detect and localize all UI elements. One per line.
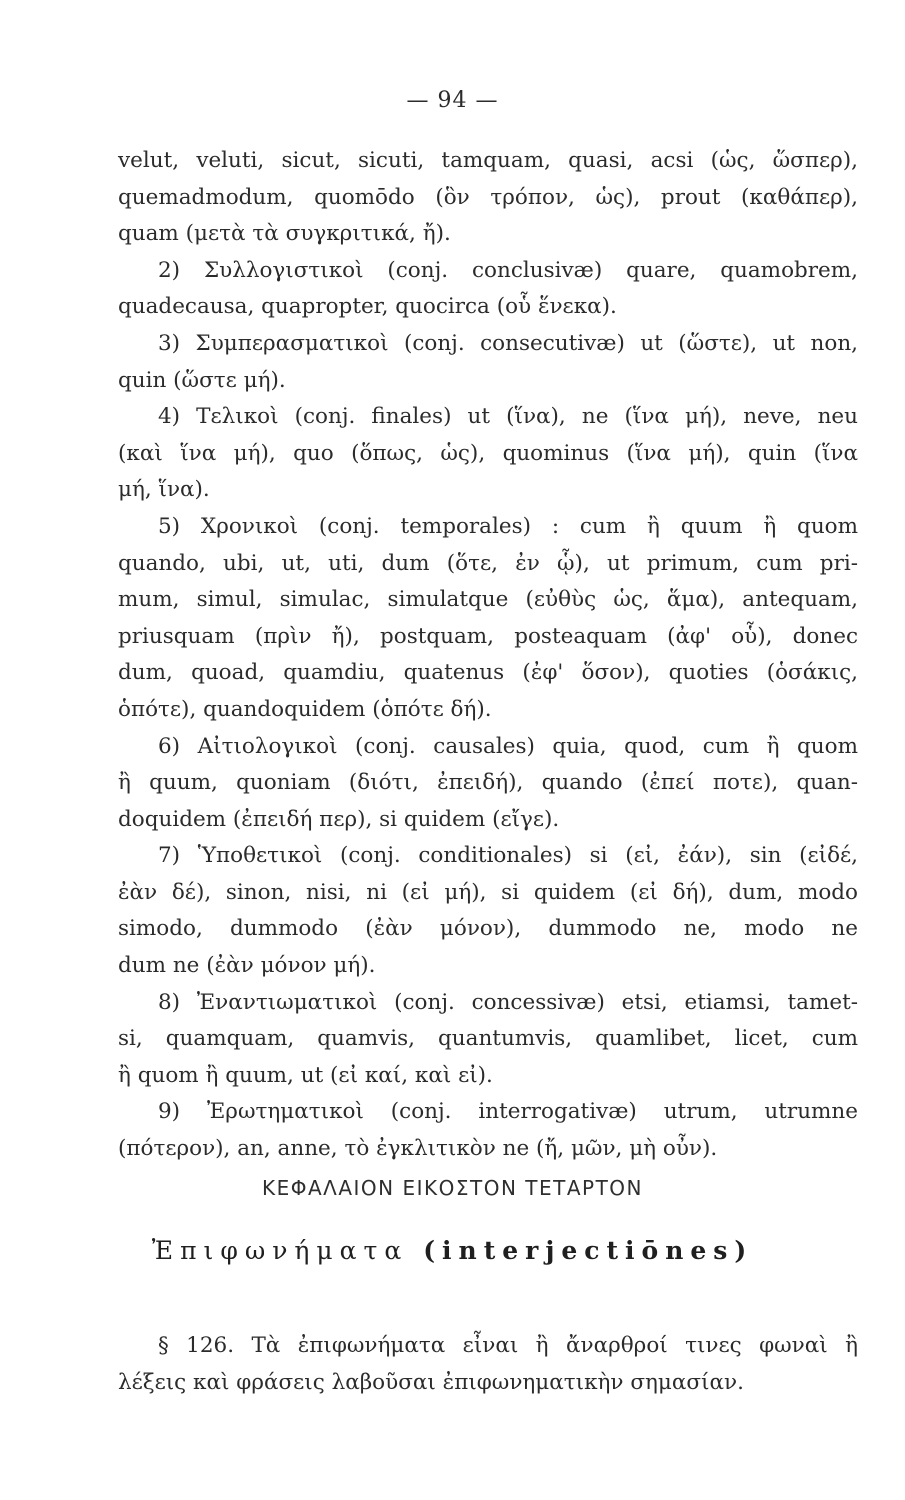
text-line: doquidem (ἐπειδή περ), si quidem (εἴγε). — [118, 806, 560, 832]
section-title — [0, 1236, 905, 1265]
conjunctions-list — [118, 143, 858, 1168]
text-line: 3) Συμπερασματικοὶ (conj. consecutivæ) ut (ὥστε), ut non, — [158, 330, 858, 356]
text-line: ἢ quom ἢ quum, ut (εἰ καί, καὶ εἰ). — [118, 1062, 493, 1088]
text-line: ἢ quum, quoniam (διότι, ἐπειδή), quando (ἐπεί ποτε), quan- — [118, 770, 858, 796]
text-line: quin (ὥστε μή). — [118, 367, 286, 393]
text-line: dum ne (ἐὰν μόνον μή). — [118, 953, 376, 979]
text-line: si, quamquam, quamvis, quantumvis, quamlibet, licet, cum — [118, 1026, 858, 1052]
text-line: 4) Τελικοὶ (conj. finales) ut (ἵνα), ne (ἵνα μή), neve, neu — [158, 404, 858, 430]
text-line: μή, ἵνα). — [118, 477, 210, 503]
text-line: quando, ubi, ut, uti, dum (ὅτε, ἐν ᾧ), ut primum, cum pri- — [118, 550, 858, 576]
text-line: mum, simul, simulac, simulatque (εὐθὺς ὡς, ἅμα), antequam, — [118, 587, 858, 613]
text-line: ἐὰν δέ), sinon, nisi, ni (εἰ μή), si quidem (εἰ δή), dum, modo — [118, 879, 858, 905]
text-line: quemadmodum, quomōdo (ὃν τρόπον, ὡς), prout (καθάπερ), — [118, 184, 858, 210]
text-line: 9) Ἐρωτηματικοὶ (conj. interrogativæ) utrum, utrumne — [158, 1099, 858, 1125]
text-line: priusquam (πρὶν ἤ), postquam, posteaquam (ἀφ' οὗ), donec — [118, 623, 858, 649]
text-line: simodo, dummodo (ἐὰν μόνον), dummodo ne, modo ne — [118, 916, 858, 942]
text-line: (πότερον), an, anne, τὸ ἐγκλιτικὸν ne (ἤ, μῶν, μὴ οὖν). — [118, 1136, 718, 1162]
text-line: (καὶ ἵνα μή), quo (ὅπως, ὡς), quominus (ἵνα μή), quin (ἵνα — [118, 440, 858, 466]
text-line: dum, quoad, quamdiu, quatenus (ἐφ' ὅσον), quoties (ὁσάκις, — [118, 660, 858, 686]
paragraph-126 — [118, 1328, 858, 1401]
text-line: λέξεις καὶ φράσεις λαβοῦσαι ἐπιφωνηματικὴν σημασίαν. — [118, 1369, 744, 1395]
chapter-heading: ΚΕΦΑΛΑΙΟΝ ΕΙΚΟΣΤΟΝ ΤΕΤΑΡΤΟΝ — [261, 1176, 644, 1200]
text-line: velut, veluti, sicut, sicuti, tamquam, quasi, acsi (ὡς, ὥσπερ), — [118, 148, 858, 173]
text-line: 6) Αἰτιολογικοὶ (conj. causales) quia, quod, cum ἢ quom — [158, 733, 858, 759]
page-number: — 94 — — [406, 88, 499, 113]
section-title-latin: (interjectiōnes) — [423, 1236, 754, 1265]
text-line: ὁπότε), quandoquidem (ὁπότε δή). — [118, 696, 492, 722]
text-line: 7) Ὑποθετικοὶ (conj. conditionales) si (εἰ, ἐάν), sin (εἰδέ, — [158, 843, 858, 869]
text-line: 8) Ἐναντιωματικοὶ (conj. concessivæ) etsi, etiamsi, tamet- — [158, 989, 858, 1015]
text-line: 5) Χρονικοὶ (conj. temporales) : cum ἢ quum ἢ quom — [158, 513, 858, 539]
text-line: 2) Συλλογιστικοὶ (conj. conclusivæ) quare, quamobrem, — [158, 257, 858, 283]
text-line: quadecausa, quapropter, quocirca (οὗ ἕνεκα). — [118, 294, 617, 320]
text-line: quam (μετὰ τὰ συγκριτικά, ἤ). — [118, 221, 451, 247]
text-line: § 126. Τὰ ἐπιφωνήματα εἶναι ἢ ἄναρθροί τινες φωναὶ ἢ — [158, 1333, 858, 1358]
section-title-greek: Ἐπιφωνήματα — [151, 1236, 409, 1265]
